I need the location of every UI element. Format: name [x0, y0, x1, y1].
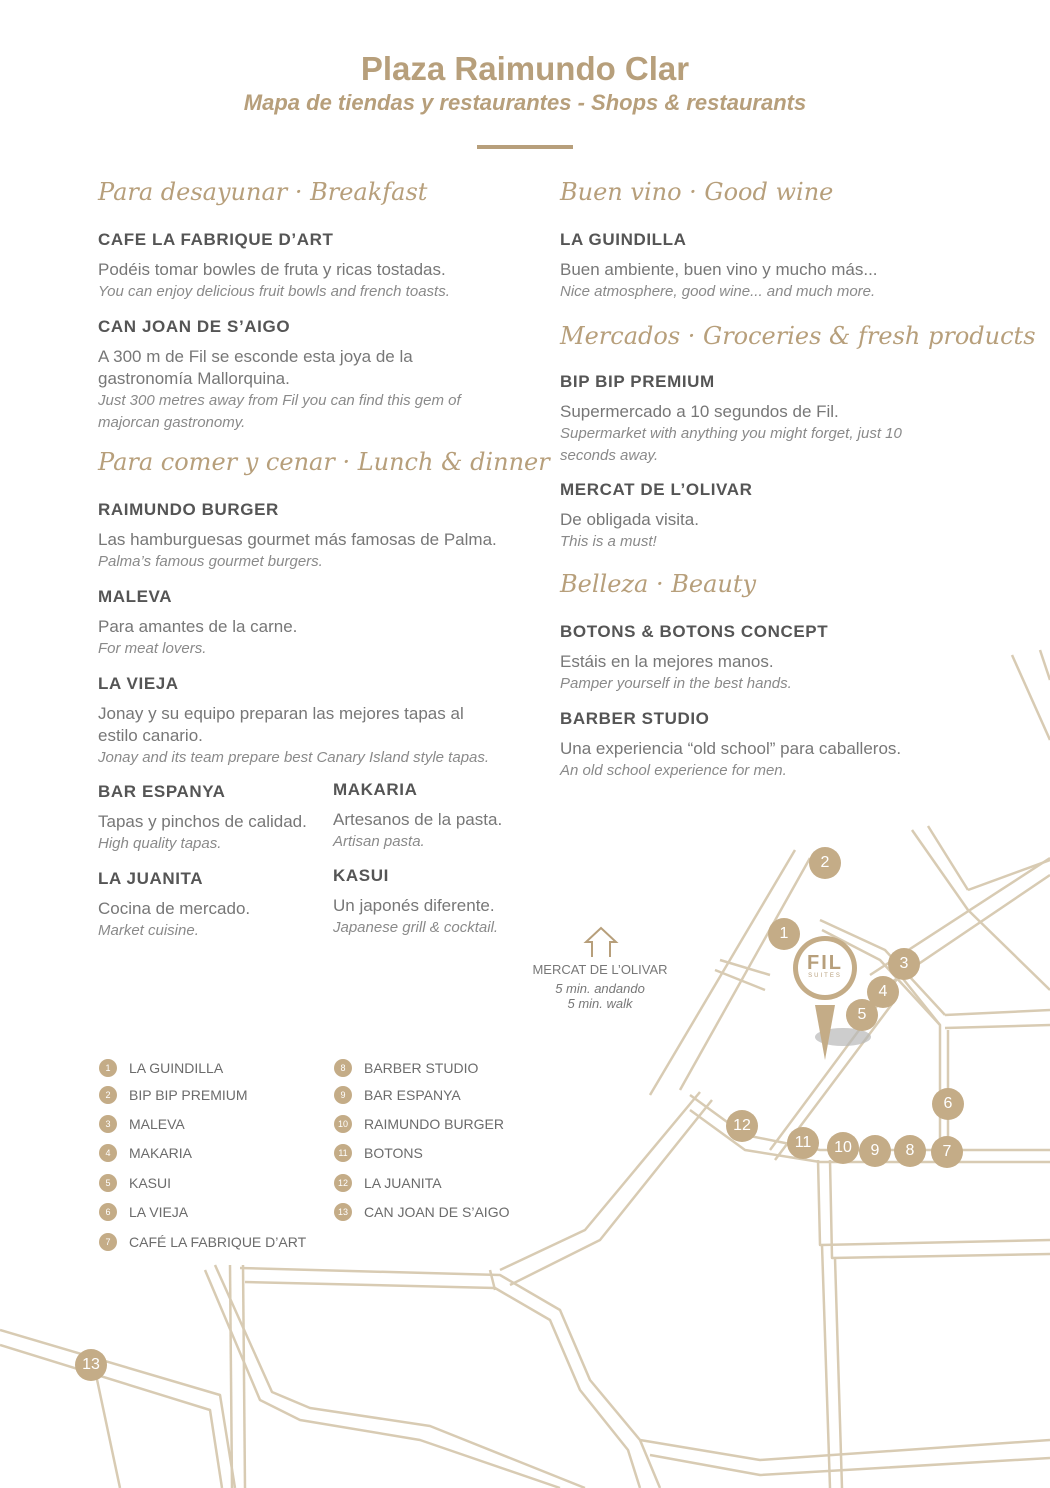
legend-label: LA JUANITA	[364, 1175, 442, 1191]
listing-name: LA VIEJA	[98, 674, 179, 693]
map-pin-10[interactable]: 10	[827, 1132, 859, 1164]
legend-number: 3	[99, 1115, 117, 1133]
legend-item	[99, 1144, 192, 1162]
listing-desc-es: Estáis en la mejores manos.	[560, 652, 774, 671]
listing-desc-en: Palma’s famous gourmet burgers.	[98, 553, 323, 570]
category-groceries: Mercados · Groceries & fresh products	[560, 322, 1036, 350]
legend-item	[334, 1059, 478, 1077]
listing-name: BOTONS & BOTONS CONCEPT	[560, 622, 829, 641]
fil-logo	[795, 953, 855, 979]
legend-label: BAR ESPANYA	[364, 1087, 461, 1103]
category-beauty: Belleza · Beauty	[560, 570, 757, 598]
listing-name: MAKARIA	[333, 780, 418, 799]
listing-desc-en: Nice atmosphere, good wine... and much more.	[560, 283, 876, 300]
category-lunch: Para comer y cenar · Lunch & dinner	[98, 448, 550, 476]
listing-makaria	[333, 780, 523, 853]
legend-item	[334, 1115, 504, 1133]
legend-label: MALEVA	[129, 1116, 185, 1132]
listing-name: BIP BIP PREMIUM	[560, 372, 715, 391]
map-pin-9[interactable]: 9	[859, 1135, 891, 1167]
fil-logo-sub: SUITES	[808, 973, 842, 979]
listing-maleva	[98, 587, 518, 660]
listing-desc-es: Una experiencia “old school” para caballeros.	[560, 739, 902, 758]
listing-desc-es: Artesanos de la pasta.	[333, 810, 503, 829]
listing-desc-en: Artisan pasta.	[333, 833, 425, 850]
legend-label: KASUI	[129, 1175, 172, 1191]
listing-desc-es: Jonay y su equipo preparan las mejores tapas al estilo canario.	[98, 704, 464, 745]
legend-item	[334, 1086, 461, 1104]
legend-label: RAIMUNDO BURGER	[364, 1116, 505, 1132]
legend-label: BOTONS	[364, 1145, 423, 1161]
listing-desc-en: Market cuisine.	[98, 922, 199, 939]
listing-la-vieja	[98, 674, 518, 769]
page-title: Plaza Raimundo Clar	[360, 50, 690, 87]
listing-desc-es: Para amantes de la carne.	[98, 617, 298, 636]
listing-name: CAFE LA FABRIQUE D’ART	[98, 230, 334, 249]
divider	[477, 145, 573, 149]
legend-number: 13	[334, 1203, 352, 1221]
listing-cafe-la-fabrique	[98, 230, 518, 303]
listing-name: LA JUANITA	[98, 869, 204, 888]
listing-raimundo-burger	[98, 500, 518, 573]
listing-kasui	[333, 866, 533, 939]
listing-desc-es: Un japonés diferente.	[333, 896, 495, 915]
legend-label: CAN JOAN DE S’AIGO	[364, 1204, 510, 1220]
mercat-direction	[520, 962, 680, 1011]
legend-number: 11	[334, 1144, 352, 1162]
map-pin-1[interactable]: 1	[768, 918, 800, 950]
listing-botons	[560, 622, 940, 695]
legend-number: 9	[334, 1086, 352, 1104]
map-pin-4[interactable]: 4	[867, 976, 899, 1008]
legend-item	[334, 1174, 442, 1192]
legend-number: 8	[334, 1059, 352, 1077]
listing-desc-es: Supermercado a 10 segundos de Fil.	[560, 402, 839, 421]
listing-desc-es: Tapas y pinchos de calidad.	[98, 812, 307, 831]
listing-desc-es: A 300 m de Fil se esconde esta joya de la gastronomía Mallorquina.	[98, 347, 413, 388]
legend-item	[334, 1203, 509, 1221]
listing-la-guindilla	[560, 230, 940, 303]
legend-number: 1	[99, 1059, 117, 1077]
legend-label: BARBER STUDIO	[364, 1060, 479, 1076]
listing-mercat-olivar	[560, 480, 940, 553]
fil-logo-text: FIL	[807, 952, 843, 974]
map-pin-12[interactable]: 12	[726, 1110, 758, 1142]
legend-number: 2	[99, 1086, 117, 1104]
listing-bar-espanya	[98, 782, 323, 855]
listing-desc-en: An old school experience for men.	[560, 762, 787, 779]
listing-name: BAR ESPANYA	[98, 782, 226, 801]
map-pin-3[interactable]: 3	[888, 948, 920, 980]
map-pin-11[interactable]: 11	[787, 1127, 819, 1159]
legend-label: MAKARIA	[129, 1145, 193, 1161]
map-pin-7[interactable]: 7	[931, 1136, 963, 1168]
listing-desc-es: De obligada visita.	[560, 510, 699, 529]
listing-name: KASUI	[333, 866, 389, 885]
legend-item	[334, 1144, 423, 1162]
listing-name: CAN JOAN DE S’AIGO	[98, 317, 291, 336]
category-breakfast: Para desayunar · Breakfast	[98, 178, 428, 206]
listing-desc-es: Cocina de mercado.	[98, 899, 251, 918]
walk-es: 5 min. andando	[555, 981, 645, 996]
listing-desc-es: Las hamburguesas gourmet más famosas de Palma.	[98, 530, 497, 549]
legend-label: LA VIEJA	[129, 1204, 189, 1220]
listing-name: LA GUINDILLA	[560, 230, 687, 249]
map-pin-5[interactable]: 5	[846, 999, 878, 1031]
listing-la-juanita	[98, 869, 323, 942]
map-pin-2[interactable]: 2	[809, 847, 841, 879]
page-subtitle: Mapa de tiendas y restaurantes - Shops & restaurants	[243, 90, 807, 115]
legend-item	[99, 1059, 223, 1077]
listing-desc-en: Pamper yourself in the best hands.	[560, 675, 792, 692]
listing-desc-es: Buen ambiente, buen vino y mucho más...	[560, 260, 878, 279]
map-pin-6[interactable]: 6	[932, 1088, 964, 1120]
mercat-label: MERCAT DE L’OLIVAR	[532, 962, 668, 977]
legend-item	[99, 1086, 248, 1104]
listing-bip-bip	[560, 372, 940, 467]
legend-number: 10	[334, 1115, 352, 1133]
listing-desc-en: High quality tapas.	[98, 835, 222, 852]
listing-desc-es: Podéis tomar bowles de fruta y ricas tostadas.	[98, 260, 446, 279]
legend-number: 4	[99, 1144, 117, 1162]
listing-desc-en: Jonay and its team prepare best Canary Island style tapas.	[98, 749, 490, 766]
map-pin-8[interactable]: 8	[894, 1135, 926, 1167]
listing-desc-en: Supermarket with anything you might forget, just 10 seconds away.	[560, 425, 902, 464]
legend-label: LA GUINDILLA	[129, 1060, 224, 1076]
listing-name: BARBER STUDIO	[560, 709, 710, 728]
legend-label: BIP BIP PREMIUM	[129, 1087, 248, 1103]
walk-en: 5 min. walk	[567, 996, 633, 1011]
listing-name: RAIMUNDO BURGER	[98, 500, 279, 519]
listing-barber-studio	[560, 709, 940, 782]
legend-label: CAFÉ LA FABRIQUE D’ART	[129, 1234, 307, 1250]
legend-item	[99, 1233, 306, 1251]
legend-item	[99, 1203, 188, 1221]
legend-number: 12	[334, 1174, 352, 1192]
legend-number: 6	[99, 1203, 117, 1221]
listing-desc-en: Japanese grill & cocktail.	[333, 919, 499, 936]
listing-desc-en: You can enjoy delicious fruit bowls and french toasts.	[98, 283, 450, 300]
listing-desc-en: For meat lovers.	[98, 640, 207, 657]
listing-desc-en: Just 300 metres away from Fil you can find this gem of majorcan gastronomy.	[98, 392, 461, 431]
map-pin-13[interactable]: 13	[75, 1349, 107, 1381]
legend-item	[99, 1115, 185, 1133]
listing-name: MERCAT DE L’OLIVAR	[560, 480, 753, 499]
category-wine: Buen vino · Good wine	[560, 178, 834, 206]
legend-item	[99, 1174, 171, 1192]
listing-desc-en: This is a must!	[560, 533, 657, 550]
listing-name: MALEVA	[98, 587, 173, 606]
legend-number: 5	[99, 1174, 117, 1192]
listing-can-joan	[98, 317, 498, 434]
legend-number: 7	[99, 1233, 117, 1251]
